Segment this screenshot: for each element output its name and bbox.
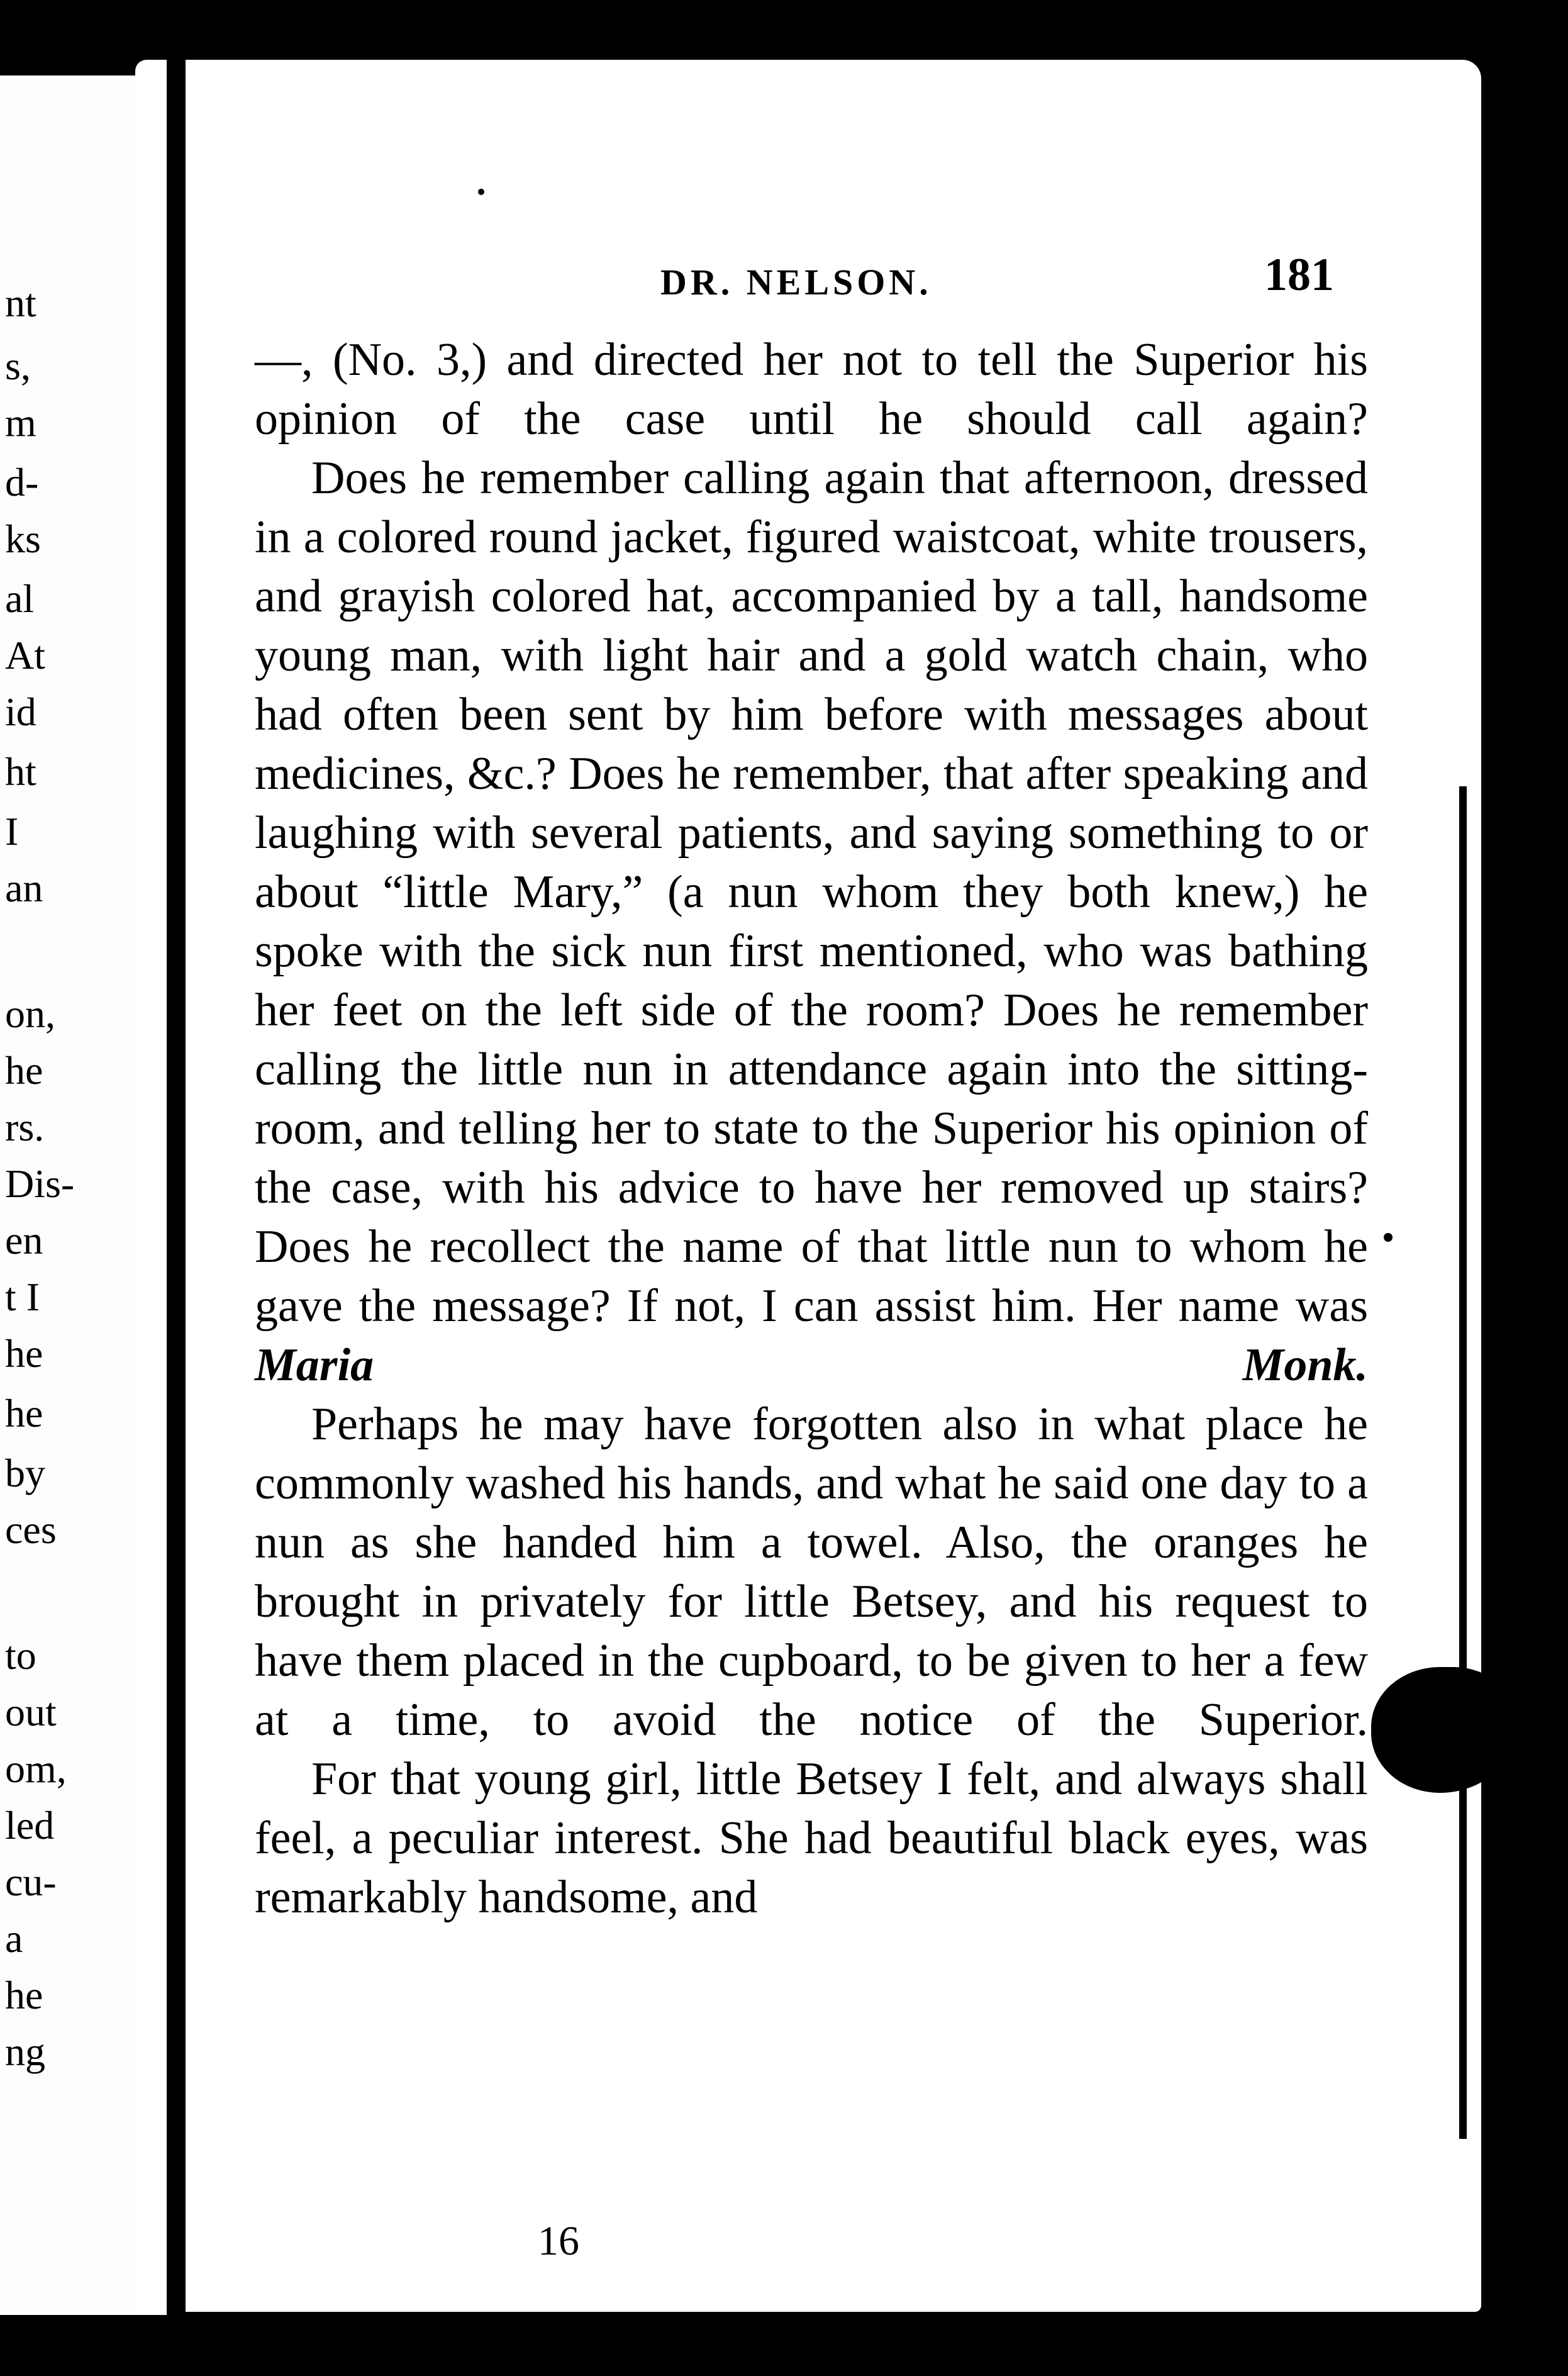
facing-page-fragment: to [5, 1633, 36, 1678]
paragraph-2-text: Does he remember calling again that afternoon, dressed in a colored round jacket, figured waistcoat, white trousers, and grayish colored hat, accompanied by a tall, handsome young man, with light hair and a gold watch chain, who had often been sent by him before with messages about medicines, &c.? Does he remember, that after speaking and laughing with several patients, and saying something to or about “little Mary,” (a nun whom they both knew,) he spoke with the sick nun first mentioned, who was bathing her feet on the left side of the room? Does he remember calling the little nun in attendance again into the sitting-room, and telling her to state to the Superior his opinion of the case, with his advice to have her removed up stairs? Does he recollect the name of that little nun to whom he gave the message? If not, I can assist him. Her name was [255, 452, 1368, 1332]
facing-page-fragment: al [5, 576, 35, 621]
page-gutter [167, 57, 186, 2321]
facing-page-fragment: rs. [5, 1105, 45, 1149]
facing-page-fragment: he [5, 1048, 43, 1093]
facing-page-fragment: on, [5, 991, 55, 1036]
ink-speck [1384, 1233, 1393, 1242]
facing-page-fragment: an [5, 866, 43, 910]
facing-page-fragment: t I [5, 1274, 40, 1319]
page-body [255, 330, 1368, 1927]
facing-page-fragment: ces [5, 1507, 57, 1552]
facing-page-fragment: m [5, 400, 36, 445]
facing-page-fragment: a [5, 1916, 23, 1961]
facing-page-fragment: en [5, 1218, 43, 1263]
ink-speck [478, 189, 484, 195]
facing-page-fragment: he [5, 1331, 43, 1376]
facing-page-fragment: d- [5, 460, 39, 505]
facing-page-fragment: om, [5, 1746, 67, 1791]
facing-page-fragment: he [5, 1973, 43, 2017]
facing-page-fragment: ht [5, 749, 36, 794]
book-page [135, 60, 1481, 2312]
facing-page-fragment: s, [5, 343, 31, 388]
facing-page-fragment: out [5, 1690, 57, 1734]
facing-page-fragment: ng [5, 2029, 45, 2074]
facing-page-fragment: I [5, 809, 19, 854]
paragraph-1: —, (No. 3,) and directed her not to tell the Superior his opinion of the case until he should call again? [255, 334, 1368, 445]
page-number: 181 [1264, 249, 1334, 301]
facing-page-fragment: by [5, 1451, 45, 1495]
facing-page-fragment: he [5, 1391, 43, 1436]
paragraph-4: For that young girl, little Betsey I felt, and always shall feel, a peculiar interest. She had beautiful black eyes, was remarkably handsome, and [255, 1753, 1368, 1923]
paragraph-2 [255, 449, 1368, 1395]
running-title: DR. NELSON. [660, 262, 932, 303]
italic-name: Maria Monk. [255, 1339, 1368, 1391]
facing-page-fragment: led [5, 1803, 55, 1848]
facing-page-fragment: ks [5, 516, 41, 561]
facing-page-fragment: cu- [5, 1860, 57, 1904]
facing-page-fragment: At [5, 633, 45, 678]
page-header [135, 248, 1481, 318]
facing-page-fragment: Dis- [5, 1161, 75, 1206]
paragraph-3: Perhaps he may have forgotten also in what place he commonly washed his hands, and what he said one day to a nun as she handed him a towel. Also, the oranges he brought in privately for little Betsey, and his request to have them placed in the cupboard, to be given to her a few at a time, to avoid the notice of the Superior. [255, 1398, 1368, 1746]
facing-page-fragment: id [5, 689, 36, 734]
facing-page-fragment: nt [5, 281, 36, 325]
right-edge-shadow [1459, 786, 1467, 2139]
signature-mark: 16 [538, 2218, 579, 2264]
